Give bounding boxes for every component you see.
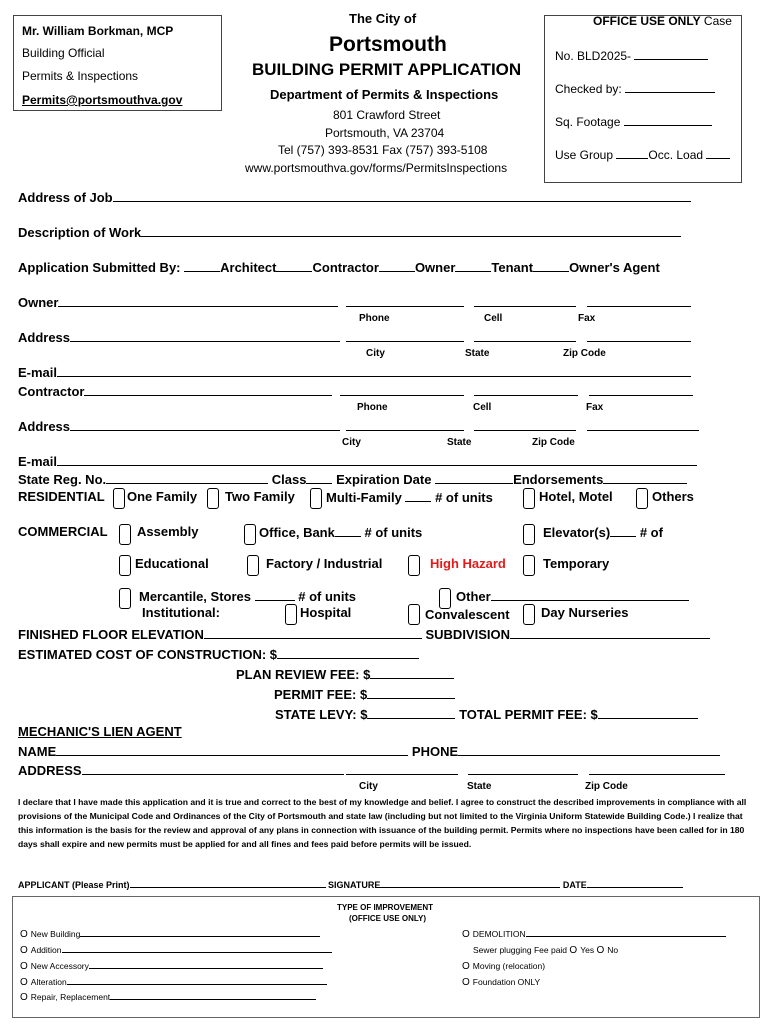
finished-floor-line[interactable] <box>204 626 422 639</box>
office-checked-label: Checked by: <box>555 82 622 96</box>
improvement-addition[interactable]: O Addition <box>20 945 332 956</box>
elevators-row <box>543 524 663 540</box>
signature-label: SIGNATURE <box>328 880 381 890</box>
state-reg-line[interactable] <box>106 471 268 484</box>
contractor-address-line[interactable] <box>70 418 340 431</box>
contractor-city-line[interactable] <box>346 418 464 431</box>
lien-city-line[interactable] <box>346 762 458 775</box>
contractor-city-caption: City <box>342 437 361 448</box>
owner-row <box>18 294 338 310</box>
two-family-checkbox[interactable] <box>207 488 219 509</box>
plan-review-row <box>236 666 454 682</box>
educational-label: Educational <box>135 556 209 571</box>
office-heading-label: OFFICE USE ONLY <box>593 14 701 28</box>
use-group-label: Use Group <box>555 148 614 162</box>
lien-name-label: NAME <box>18 744 57 759</box>
state-reg-row <box>18 471 687 487</box>
tenant-line[interactable] <box>455 259 491 272</box>
contractor-fax-caption: Fax <box>586 402 604 413</box>
agent-line[interactable] <box>533 259 569 272</box>
office-no <box>555 47 708 63</box>
signature-line[interactable] <box>380 878 560 888</box>
new-building-line[interactable] <box>80 929 320 937</box>
owner-phone-lines <box>346 294 691 312</box>
one-family-label: One Family <box>127 489 198 504</box>
factory-checkbox[interactable] <box>247 555 259 576</box>
sewer-yes-label: Yes <box>580 945 595 955</box>
owner-label: Owner <box>18 295 59 310</box>
mercantile-label: Mercantile, Stores <box>139 589 251 604</box>
multi-family-row <box>326 489 493 505</box>
owner-city-line[interactable] <box>346 329 464 342</box>
architect-line[interactable] <box>184 259 220 272</box>
permit-fee-line[interactable] <box>367 686 455 699</box>
plan-review-label: PLAN REVIEW FEE: $ <box>236 667 371 682</box>
contractor-address-row <box>18 418 340 434</box>
date-label: DATE <box>562 880 587 890</box>
sewer-label: Sewer plugging Fee paid <box>473 945 568 955</box>
contact-name: Mr. William Borkman, MCP <box>22 24 174 38</box>
contractor-address-label: Address <box>18 419 71 434</box>
owner-city-caption: City <box>366 348 385 359</box>
office-checked-line[interactable] <box>625 80 715 93</box>
demolition-label: DEMOLITION <box>472 929 526 939</box>
lien-state-caption: State <box>467 781 492 792</box>
address-of-job-row <box>18 189 691 205</box>
lien-name-line[interactable] <box>56 743 408 756</box>
office-no-line[interactable] <box>634 47 708 60</box>
day-nurseries-checkbox[interactable] <box>523 604 535 625</box>
owner-address-row <box>18 329 340 345</box>
convalescent-checkbox[interactable] <box>408 604 420 625</box>
contractor-city-lines <box>346 418 699 436</box>
contractor-state-line[interactable] <box>474 418 576 431</box>
alteration-label: Alteration <box>30 977 67 987</box>
plan-review-line[interactable] <box>370 666 454 679</box>
owner-cell-line[interactable] <box>474 294 576 307</box>
class-label: Class <box>271 472 307 487</box>
contractor-zip-line[interactable] <box>587 418 699 431</box>
improvement-moving[interactable]: O Moving (relocation) <box>462 961 546 972</box>
department: Department of Permits & Inspections <box>270 87 499 102</box>
hospital-label: Hospital <box>300 605 352 620</box>
office-no-label: No. BLD2025- <box>555 49 632 63</box>
signature-row <box>18 878 683 890</box>
lien-name-row <box>18 743 720 759</box>
finished-floor-row <box>18 626 710 642</box>
mercantile-checkbox[interactable] <box>119 588 131 609</box>
lien-state-line[interactable] <box>468 762 578 775</box>
phone-fax: Tel (757) 393-8531 Fax (757) 393-5108 <box>278 143 488 157</box>
improvement-new-accessory[interactable]: O New Accessory <box>20 961 323 972</box>
permit-fee-label: PERMIT FEE: $ <box>274 687 368 702</box>
one-family-checkbox[interactable] <box>113 488 125 509</box>
owner-cell-caption: Cell <box>484 313 503 324</box>
lien-city-caption: City <box>359 781 378 792</box>
contractor-email-label: E-mail <box>18 454 58 469</box>
elevators-num-label: # of <box>639 525 663 540</box>
mercantile-units-line[interactable] <box>255 588 295 601</box>
description-row <box>18 224 681 240</box>
contractor-phone-lines <box>340 383 693 401</box>
description-label: Description of Work <box>18 225 142 240</box>
improvement-subheading: (OFFICE USE ONLY) <box>349 914 427 923</box>
high-hazard-label: High Hazard <box>430 556 506 571</box>
office-sq-label: Sq. Footage <box>555 115 621 129</box>
elevators-checkbox[interactable] <box>523 524 535 545</box>
submitted-by-row <box>18 259 660 275</box>
contractor-email-line[interactable] <box>57 453 697 466</box>
expiration-label: Expiration Date <box>336 472 432 487</box>
improvement-heading: TYPE OF IMPROVEMENT <box>337 903 434 912</box>
office-bank-units-label: # of units <box>364 525 423 540</box>
opt-contractor: Contractor <box>312 260 379 275</box>
commercial-label: COMMERCIAL <box>18 524 108 539</box>
submitted-by-label: Application Submitted By: <box>18 260 181 275</box>
alteration-line[interactable] <box>67 977 327 985</box>
lien-phone-label: PHONE <box>411 744 459 759</box>
mercantile-row <box>139 588 356 604</box>
contact-title: Building Official <box>22 46 105 60</box>
lien-address-line[interactable] <box>82 762 344 775</box>
contact-dept: Permits & Inspections <box>22 69 139 83</box>
lien-address-label: ADDRESS <box>18 763 82 778</box>
address-of-job-label: Address of Job <box>18 190 113 205</box>
opt-tenant: Tenant <box>491 260 534 275</box>
sewer-yes-radio[interactable]: O <box>569 945 578 956</box>
lien-city-lines <box>346 762 725 780</box>
form-title: BUILDING PERMIT APPLICATION <box>252 60 522 79</box>
address-of-job-line[interactable] <box>113 189 691 202</box>
lien-phone-line[interactable] <box>458 743 720 756</box>
contractor-label: Contractor <box>18 384 85 399</box>
occ-load-line[interactable] <box>706 146 730 159</box>
new-accessory-label: New Accessory <box>30 961 89 971</box>
date-line[interactable] <box>587 878 683 888</box>
improvement-new-building[interactable]: O New Building <box>20 929 320 940</box>
mercantile-units-label: # of units <box>298 589 357 604</box>
addition-line[interactable] <box>62 945 332 953</box>
endorsements-line[interactable] <box>603 471 687 484</box>
office-checked <box>555 80 715 96</box>
city-name: Portsmouth <box>329 33 447 56</box>
repair-label: Repair, Replacement <box>30 992 111 1002</box>
residential-label: RESIDENTIAL <box>18 489 105 504</box>
sewer-no-radio[interactable]: O <box>596 945 605 956</box>
applicant-label: APPLICANT (Please Print) <box>18 880 130 890</box>
permit-fee-row <box>274 686 455 702</box>
multi-family-checkbox[interactable] <box>310 488 322 509</box>
contractor-phone-line[interactable] <box>340 383 464 396</box>
office-heading <box>593 14 732 28</box>
subdivision-line[interactable] <box>510 626 710 639</box>
owner-name-line[interactable] <box>58 294 338 307</box>
improvement-sewer <box>473 945 618 956</box>
office-case: Case <box>703 14 732 28</box>
demolition-line[interactable] <box>526 929 726 937</box>
assembly-label: Assembly <box>137 524 199 539</box>
opt-owners-agent: Owner's Agent <box>569 260 660 275</box>
new-accessory-line[interactable] <box>89 961 323 969</box>
multi-family-units-label: # of units <box>435 490 493 505</box>
owner-fax-caption: Fax <box>578 313 596 324</box>
office-bank-label: Office, Bank <box>259 525 335 540</box>
street: 801 Crawford Street <box>333 108 441 122</box>
occ-load-label: Occ. Load <box>648 148 704 162</box>
day-nurseries-label: Day Nurseries <box>541 605 629 620</box>
factory-label: Factory / Industrial <box>266 556 383 571</box>
addition-label: Addition <box>30 945 62 955</box>
institutional-label: Institutional: <box>142 605 220 620</box>
office-use-group <box>555 146 730 162</box>
foundation-label: Foundation ONLY <box>472 977 541 987</box>
other-label: Other <box>456 589 491 604</box>
improvement-demolition[interactable]: O DEMOLITION <box>462 929 726 940</box>
endorsements-label: Endorsements <box>513 472 604 487</box>
lien-address-row <box>18 762 344 778</box>
contractor-line[interactable] <box>276 259 312 272</box>
others-checkbox[interactable] <box>636 488 648 509</box>
state-reg-label: State Reg. No. <box>18 472 107 487</box>
lien-zip-line[interactable] <box>589 762 725 775</box>
subdivision-label: SUBDIVISION <box>425 627 510 642</box>
owner-address-label: Address <box>18 330 71 345</box>
contractor-cell-caption: Cell <box>473 402 492 413</box>
applicant-line[interactable] <box>130 878 326 888</box>
convalescent-label: Convalescent <box>425 607 510 622</box>
owner-city-lines <box>346 329 691 347</box>
state-levy-row <box>275 706 698 722</box>
owner-address-line[interactable] <box>70 329 340 342</box>
expiration-line[interactable] <box>435 471 513 484</box>
website[interactable]: www.portsmouthva.gov/forms/PermitsInspections <box>245 161 508 175</box>
other-line[interactable] <box>491 588 689 601</box>
office-bank-row <box>259 524 422 540</box>
contractor-fax-line[interactable] <box>589 383 693 396</box>
total-permit-fee-label: TOTAL PERMIT FEE: $ <box>459 707 598 722</box>
improvement-foundation[interactable]: O Foundation ONLY <box>462 977 541 988</box>
moving-label: Moving (relocation) <box>472 961 546 971</box>
other-checkbox[interactable] <box>439 588 451 609</box>
owner-email-line[interactable] <box>57 364 691 377</box>
contractor-phone-caption: Phone <box>357 402 388 413</box>
sewer-no-label: No <box>607 945 619 955</box>
contractor-name-line[interactable] <box>84 383 332 396</box>
owner-line[interactable] <box>379 259 415 272</box>
city-of: The City of <box>349 11 417 26</box>
owner-zip-caption: Zip Code <box>563 348 606 359</box>
opt-architect: Architect <box>220 260 277 275</box>
estimated-cost-row <box>18 646 419 662</box>
opt-owner: Owner <box>414 260 456 275</box>
use-group-line[interactable] <box>616 146 648 159</box>
educational-checkbox[interactable] <box>119 555 131 576</box>
assembly-checkbox[interactable] <box>119 524 131 545</box>
two-family-label: Two Family <box>225 489 295 504</box>
owner-phone-caption: Phone <box>359 313 390 324</box>
office-bank-units-line[interactable] <box>335 524 361 537</box>
contractor-row <box>18 383 332 399</box>
owner-fax-line[interactable] <box>587 294 691 307</box>
class-line[interactable] <box>306 471 332 484</box>
improvement-repair[interactable]: O Repair, Replacement <box>20 992 316 1003</box>
declaration-text: I declare that I have made this application and it is true and correct to the best of my knowledge and belief. I agree to construct the described improvements in compliance with all provisions of the Municipal Code and Ordinances of the City of Portsmouth and state law (including but not limited to the Virginia Uniform Statewide Building Code.) I realize that this information is the basis for the review and approval of any plans in connection with issuance of the building permit. Permits where no inspections have been called for in 180 days shall expire and new permits must be applied for and all fines and fees paid before permits will be issued. <box>18 797 747 849</box>
lien-agent-heading: MECHANIC'S LIEN AGENT <box>18 724 182 739</box>
description-line[interactable] <box>141 224 681 237</box>
improvement-alteration[interactable]: O Alteration <box>20 977 327 988</box>
state-levy-line[interactable] <box>367 706 455 719</box>
contractor-zip-caption: Zip Code <box>532 437 575 448</box>
finished-floor-label: FINISHED FLOOR ELEVATION <box>18 627 204 642</box>
repair-line[interactable] <box>110 992 316 1000</box>
city-state: Portsmouth, VA 23704 <box>325 126 445 140</box>
elevators-label: Elevator(s) <box>543 525 611 540</box>
hotel-checkbox[interactable] <box>523 488 535 509</box>
total-permit-fee-line[interactable] <box>598 706 698 719</box>
office-sq-line[interactable] <box>624 113 712 126</box>
other-row <box>456 588 689 604</box>
owner-state-line[interactable] <box>474 329 576 342</box>
office-sq <box>555 113 712 129</box>
multi-family-label: Multi-Family <box>326 490 402 505</box>
hospital-checkbox[interactable] <box>285 604 297 625</box>
contractor-cell-line[interactable] <box>474 383 578 396</box>
contact-email[interactable]: Permits@portsmouthva.gov <box>22 93 183 107</box>
lien-zip-caption: Zip Code <box>585 781 628 792</box>
multi-family-units-line[interactable] <box>405 489 431 502</box>
owner-email-label: E-mail <box>18 365 58 380</box>
office-bank-checkbox[interactable] <box>244 524 256 545</box>
contractor-email-row <box>18 453 697 469</box>
others-label: Others <box>652 489 694 504</box>
contractor-state-caption: State <box>447 437 472 448</box>
elevators-line[interactable] <box>610 524 636 537</box>
hotel-label: Hotel, Motel <box>539 489 613 504</box>
estimated-cost-label: ESTIMATED COST OF CONSTRUCTION: $ <box>18 647 278 662</box>
state-levy-label: STATE LEVY: $ <box>275 707 368 722</box>
new-building-label: New Building <box>30 929 81 939</box>
temporary-checkbox[interactable] <box>523 555 535 576</box>
owner-zip-line[interactable] <box>587 329 691 342</box>
owner-email-row <box>18 364 691 380</box>
high-hazard-checkbox[interactable] <box>408 555 420 576</box>
owner-state-caption: State <box>465 348 490 359</box>
estimated-cost-line[interactable] <box>277 646 419 659</box>
temporary-label: Temporary <box>543 556 610 571</box>
owner-phone-line[interactable] <box>346 294 464 307</box>
